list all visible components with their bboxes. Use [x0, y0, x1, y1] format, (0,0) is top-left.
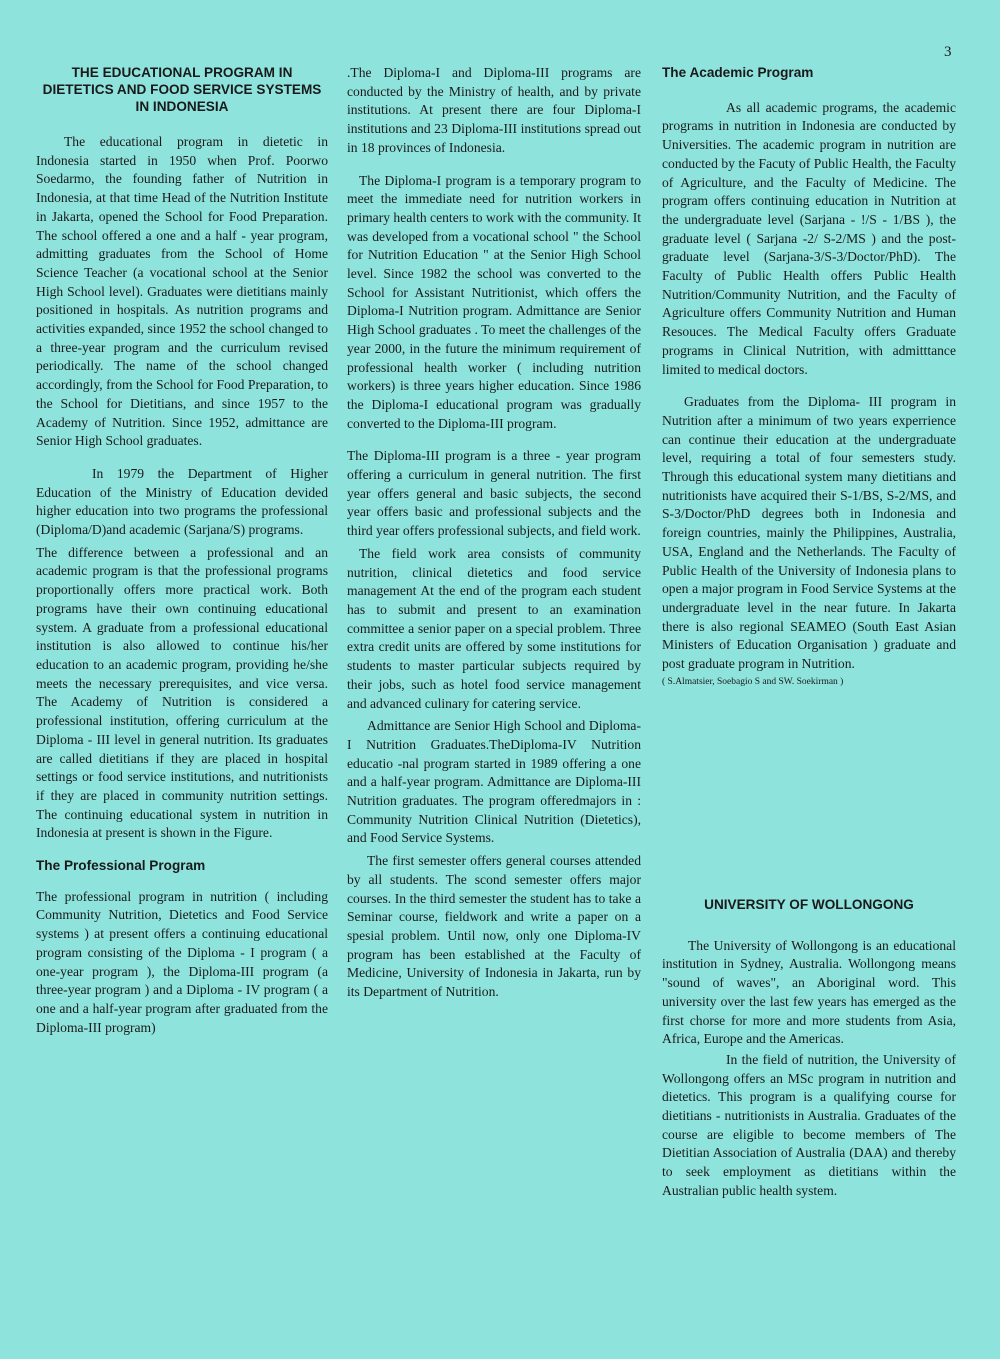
column-1 — [36, 64, 328, 1051]
paragraph: Admittance are Senior High School and Diploma-I Nutrition Graduates.TheDiploma-IV Nutrition educatio -nal program started in 1989 offering a one and a half-year program. Admittance are Diploma-III Nutrition graduates. The program offeredmajors in : Community Nutrition Clinical Nutrition (Dietetics), and Food Service Systems. — [347, 718, 641, 846]
column-2 — [347, 64, 641, 1016]
paragraph: The field work area consists of community nutrition, clinical dietetics and food service management At the end of the program each student has to submit and present to an examination committee a senior paper on a special problem. Three extra credit units are offered by some institutions for students to master particular subjects required by their jobs, such as hotel food service management and advanced culinary for catering service. — [347, 545, 641, 711]
paragraph: In the field of nutrition, the University of Wollongong offers an MSc program in nutrition and dietetics. This program is a qualifying course for dietitians - nutritionists in Australia. Graduates of the course are eligible to become members of The Dietitian Association of Australia (DAA) and thereby to seek employment as dietitians within the Australian public health system. — [662, 1051, 956, 1198]
section-heading-professional: The Professional Program — [36, 858, 206, 874]
paragraph: The Diploma-I program is a temporary program to meet the immediate need for nutrition workers in primary health centers to work with the community. It was developed from a vocational school " the School for Nutrition Education " at the Senior High School level. Since 1982 the school was converted to the School for Assistant Nutritionist, which offers the Diploma-I Nutrition program. Admittance are Senior High School graduates . To meet the challenges of the year 2000, in the future the minimum requirement of professional health worker ( including nutrition workers) is three years higher education. Since 1986 the Diploma-I educational program was gradually converted to the Diploma-III program. — [347, 172, 641, 431]
article-title: THE EDUCATIONAL PROGRAM IN DIETETICS AND FOOD SERVICE SYSTEMS IN INDONESIA — [42, 65, 322, 114]
paragraph: The first semester offers general courses attended by all students. The scond semester offers major courses. In the third semester the student has to take a Seminar course, fieldwork and write a paper on a spesial problem. Until now, only one Diploma-IV program has been established at the Faculty of Medicine, University of Indonesia in Jakarta, run by its Department of Nutrition. — [347, 853, 641, 1000]
section-heading-academic: The Academic Program — [662, 65, 814, 80]
paragraph: The difference between a professional and an academic program is that the professional programs proportionally offers more practical work. Both programs have their own continuing educational system. A graduate from a professional educational institution is also allowed to continue his/her education to an academic program, providing he/she meets the necessary prerequisites, and vice versa. The Academy of Nutrition is considered a professional institution, offering curriculum at the Diploma - III level in general nutrition. Its graduates are called dietitians if they are placed in hospital settings or food service institutions, and nutritionists if they are placed in community nutrition settings. The continuing educational system in nutrition in Indonesia at present is shown in the Figure. — [36, 544, 328, 841]
paragraph: .The Diploma-I and Diploma-III programs are conducted by the Ministry of health, and by private institutions. At present there are four Diploma-I institutions and 23 Diploma-III institutions spread out in 18 provinces of Indonesia. — [347, 65, 641, 155]
university-heading: UNIVERSITY OF WOLLONGONG — [704, 897, 914, 912]
paragraph: As all academic programs, the academic programs in nutrition in Indonesia are conducted by Universities. The academic program in nutrition are conducted by the Facuty of Public Health, the Faculty of Agriculture, and the Faculty of Medicine. The program offers continuing education in Nutrition at the undergraduate level (Sarjana - !/S - 1/BS ), the graduate level ( Sarjana -2/ S-2/MS ) and the post- graduate level (Sarjana-3/S-3/Doctor/PhD). The Faculty of Public Health offers Public Health Nutrition/Community Nutrition, and the Faculty of Agriculture offers Community Nutrition and Human Resouces. The Medical Faculty offers Graduate programs in Clinical Nutrition, with admitttance limited to medical doctors. — [662, 99, 956, 377]
paragraph: Graduates from the Diploma- III program in Nutrition after a minimum of two years experrience can continue their education at the undergraduate level, requiring a total of four semesters study. Through this educational system many dietitians and nutritionists have acquired their S-1/BS, S-2/MS, and S-3/Doctor/PhD degrees both in Indonesia and foreign countries, mainly the Philippines, Australia, USA, England and the Netherlands. The Faculty of Public Health of the University of Indonesia plans to open a major program in Food Service Systems at the undergraduate level in the near future. In Jakarta there is also regional SEAMEO (South East Asian Ministers of Education Organisation ) graduate and post graduate program in Nutrition. — [662, 394, 956, 672]
paragraph: The Diploma-III program is a three - year program offering a curriculum in general nutrition. The first year offers general and basic subjects, the second year offers basic and professional subjects and the third year offers professional subjects, and field work. — [347, 448, 641, 539]
author-credit: ( S.Almatsier, Soebagio S and SW. Soekirman ) — [662, 676, 844, 687]
page-number: 3 — [944, 44, 952, 60]
column-3 — [662, 64, 956, 689]
paragraph: The educational program in dietetic in Indonesia started in 1950 when Prof. Poorwo Soedarmo, the founding father of Nutrition in Indonesia, at that time Head of the Nutrition Institute in Jakarta, opened the School for Food Preparation. The school offered a one and a half - year program, admitting graduates from the School of Home Science Teacher (a vocational school at the Senior High School level). Graduates were dietitians mainly positioned in hospitals. As nutrition programs and activities expanded, since 1952 the school changed to a three-year program and the curriculum revised periodically. The name of the school changed accordingly, from the School for Food Preparation, to the School for Dietitians, and since 1957 to the Academy of Nutrition. Since 1952, admittance are Senior High School graduates. — [36, 134, 328, 449]
university-section — [662, 896, 956, 1215]
paragraph: The professional program in nutrition ( including Community Nutrition, Dietetics and Food Service systems ) at present offers a continuing educational program consisting of the Diploma - I program ( a one-year program ), the Diploma-III program (a three-year program ) and a Diploma - IV program ( a one and a half-year program after graduated from the Diploma-III program) — [36, 888, 328, 1035]
paragraph: The University of Wollongong is an educational institution in Sydney, Australia. Wollongong means "sound of waves", an Aboriginal word. This university over the last few years has emerged as the first chorse for more and more students from Asia, Africa, Europe and the Americas. — [662, 937, 956, 1047]
paragraph: In 1979 the Department of Higher Education of the Ministry of Education devided higher education into two programs the professional (Diploma/D)and academic (Sarjana/S) programs. — [36, 465, 328, 538]
